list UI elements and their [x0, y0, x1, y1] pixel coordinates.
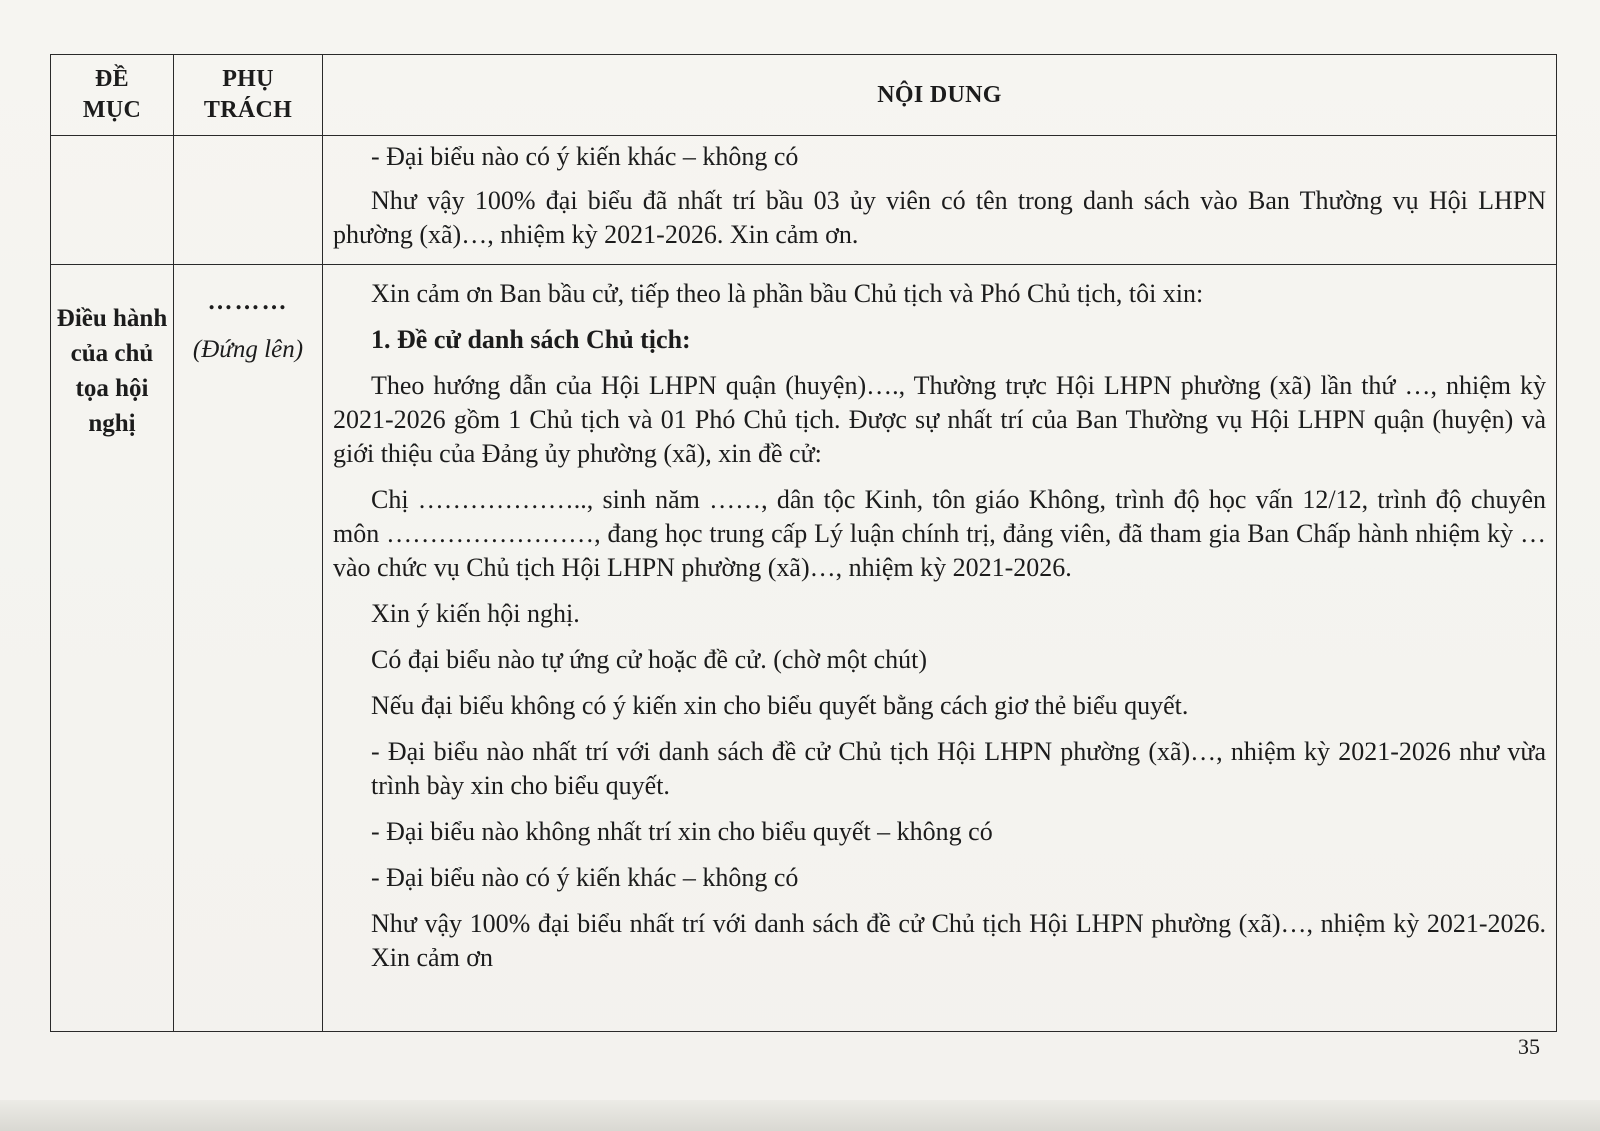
section-cell — [51, 265, 174, 1032]
table-row — [51, 265, 1557, 1032]
table-header-row — [51, 55, 1557, 136]
content-cell — [323, 265, 1557, 1032]
paragraph: Như vậy 100% đại biểu nhất trí với danh sách đề cử Chủ tịch Hội LHPN phường (xã)…, nhiệm kỳ 2021-2026. Xin cảm ơn — [371, 909, 1546, 972]
header-de-muc: ĐỀ MỤC — [51, 55, 174, 136]
paragraph: Có đại biểu nào tự ứng cử hoặc đề cử. (chờ một chút) — [371, 645, 928, 674]
section-title: Điều hành của chủ tọa hội nghị — [56, 305, 168, 437]
table-row — [51, 136, 1557, 265]
person-cell — [174, 136, 323, 265]
person-note: (Đứng lên) — [192, 336, 304, 363]
content-cell — [323, 136, 1557, 265]
paragraph: - Đại biểu nào có ý kiến khác – không có — [371, 863, 799, 892]
paragraph: Xin ý kiến hội nghị. — [371, 599, 580, 628]
header-phu-trach: PHỤ TRÁCH — [174, 55, 323, 136]
paragraph: Nếu đại biểu không có ý kiến xin cho biểu quyết bằng cách giơ thẻ biểu quyết. — [371, 691, 1189, 720]
paragraph: - Đại biểu nào nhất trí với danh sách đề cử Chủ tịch Hội LHPN phường (xã)…, nhiệm kỳ 2021-2026 như vừa trình bày xin cho biểu quyết. — [371, 737, 1546, 800]
header-noi-dung: NỘI DUNG — [323, 55, 1557, 136]
page-number: 35 — [1518, 1034, 1540, 1059]
paragraph: - Đại biểu nào không nhất trí xin cho biểu quyết – không có — [371, 817, 993, 846]
paragraph-heading: 1. Đề cử danh sách Chủ tịch: — [371, 325, 691, 354]
agenda-table — [50, 54, 1557, 1032]
paragraph: - Đại biểu nào có ý kiến khác – không có — [371, 142, 799, 171]
paragraph: Như vậy 100% đại biểu đã nhất trí bầu 03 ủy viên có tên trong danh sách vào Ban Thường vụ Hội LHPN phường (xã)…, nhiệm kỳ 2021-2026. Xin cảm ơn. — [333, 186, 1546, 249]
paragraph: Chị ……………….., sinh năm ……, dân tộc Kinh, tôn giáo Không, trình độ học vấn 12/12, trình độ chuyên môn ……………………, đang học trung cấp Lý luận chính trị, đảng viên, đã tham gia Ban Chấp hành nhiệm kỳ … vào chức vụ Chủ tịch Hội LHPN phường (xã)…, nhiệm kỳ 2021-2026. — [333, 485, 1546, 582]
paragraph: Theo hướng dẫn của Hội LHPN quận (huyện)…., Thường trực Hội LHPN phường (xã) lần thứ …, nhiệm kỳ 2021-2026 gồm 1 Chủ tịch và 01 Phó Chủ tịch. Được sự nhất trí của Ban Thường vụ Hội LHPN quận (huyện) và giới thiệu của Đảng ủy phường (xã), xin đề cử: — [333, 371, 1546, 468]
paragraph: Xin cảm ơn Ban bầu cử, tiếp theo là phần bầu Chủ tịch và Phó Chủ tịch, tôi xin: — [371, 279, 1204, 308]
person-cell — [174, 265, 323, 1032]
person-placeholder: ……… — [207, 288, 289, 315]
scan-edge — [0, 1100, 1600, 1131]
section-cell — [51, 136, 174, 265]
